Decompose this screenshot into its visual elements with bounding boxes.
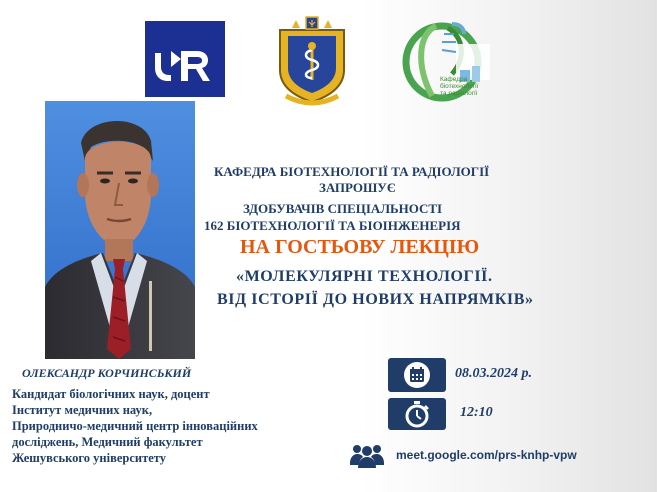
bio-line: Природничо-медичний центр інноваційних — [12, 419, 258, 433]
bio-line: Кандидат біологічних наук, доцент — [12, 387, 210, 401]
ur-logo-icon — [145, 21, 225, 97]
lecturer-bio — [12, 386, 352, 466]
invites-text: ЗАПРОШУЄ — [319, 180, 396, 195]
people-icon — [349, 443, 385, 469]
lecturer-portrait — [45, 101, 195, 359]
stopwatch-icon-box — [388, 398, 446, 430]
calendar-icon — [402, 361, 432, 389]
bio-line: Інститут медичних наук, — [12, 403, 153, 417]
university-crest-icon — [272, 14, 352, 108]
guest-lecture-heading: НА ГОСТЬОВУ ЛЕКЦІЮ — [240, 236, 480, 258]
stopwatch-icon — [403, 400, 431, 428]
meet-link[interactable]: meet.google.com/prs-knhp-vpw — [396, 448, 577, 462]
dna-dept-logo — [400, 14, 498, 112]
dept-logo-text: Кафедра біотехнології та радіології — [440, 76, 479, 97]
university-crest — [272, 14, 352, 108]
specialty-text: 162 БІОТЕХНОЛОГІЇ ТА БІОІНЖЕНЕРІЯ — [204, 218, 461, 233]
dna-icon — [400, 14, 498, 112]
lecture-title-line1: «МОЛЕКУЛЯРНІ ТЕХНОЛОГІЇ. — [236, 268, 493, 285]
people-icon-svg — [349, 443, 385, 469]
students-text: ЗДОБУВАЧІВ СПЕЦІАЛЬНОСТІ — [243, 201, 443, 216]
department-heading: КАФЕДРА БІОТЕХНОЛОГІЇ ТА РАДІОЛОГІЇ — [214, 164, 490, 179]
lecturer-name: ОЛЕКСАНДР КОРЧИНСЬКИЙ — [22, 366, 192, 380]
calendar-icon-box — [388, 358, 446, 392]
lecturer-photo — [45, 101, 195, 359]
event-date: 08.03.2024 р. — [455, 366, 532, 381]
event-time: 12:10 — [460, 405, 493, 420]
bio-line: Жешувського університету — [12, 451, 167, 465]
lecture-title-line2: ВІД ІСТОРІЇ ДО НОВИХ НАПРЯМКІВ» — [217, 291, 534, 308]
ur-logo — [145, 21, 225, 97]
bio-line: досліджень, Медичний факультет — [12, 435, 203, 449]
